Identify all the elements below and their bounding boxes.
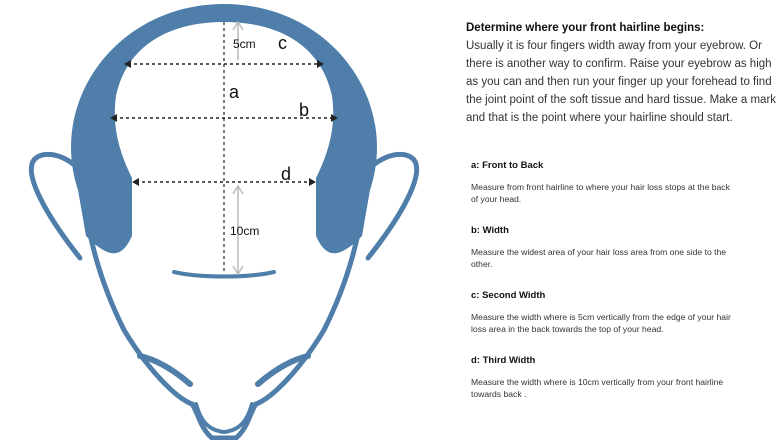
- measurement-item-b: [471, 225, 731, 270]
- intro-title: Determine where your front hairline begins:: [466, 22, 705, 34]
- measurement-description: Measure the width where is 10cm vertically from your front hairline towards back .: [471, 377, 724, 399]
- measurement-title: d: Third Width: [471, 355, 536, 366]
- measurement-title: c: Second Width: [471, 290, 546, 301]
- front-hairline-mark: [174, 272, 274, 277]
- label-d: d: [281, 164, 292, 184]
- left-eyebrow: [140, 356, 190, 384]
- measurement-item-c: [471, 290, 731, 335]
- measurement-description: Measure from front hairline to where your hair loss stops at the back of your head.: [471, 182, 730, 204]
- measurement-description: Measure the width where is 5cm vertically from the edge of your hair loss area in the back towards the top of your head.: [471, 312, 731, 334]
- line-d-arrow-right: [309, 178, 316, 186]
- measurement-item-a: [471, 160, 731, 205]
- measurement-item-d: [471, 355, 731, 400]
- line-d-arrow-left: [132, 178, 139, 186]
- measurement-title: a: Front to Back: [471, 160, 544, 171]
- label-b: b: [299, 100, 310, 120]
- intro-body: Usually it is four fingers width away from your eyebrow. Or there is another way to confirm. Raise your eyebrow as high as you can and then run your finger up your forehead to find the joint point of the soft tissue and hard tissue. Make a mark and that is the point where your hairline should start.: [466, 40, 777, 124]
- measurement-description: Measure the widest area of your hair loss area from one side to the other.: [471, 247, 727, 269]
- intro-section: [466, 22, 778, 127]
- label-a: a: [229, 82, 240, 102]
- label-c: c: [278, 33, 287, 53]
- label-10cm: 10cm: [230, 224, 260, 238]
- label-5cm: 5cm: [233, 37, 256, 51]
- measurement-title: b: Width: [471, 225, 509, 236]
- right-eyebrow: [258, 356, 308, 384]
